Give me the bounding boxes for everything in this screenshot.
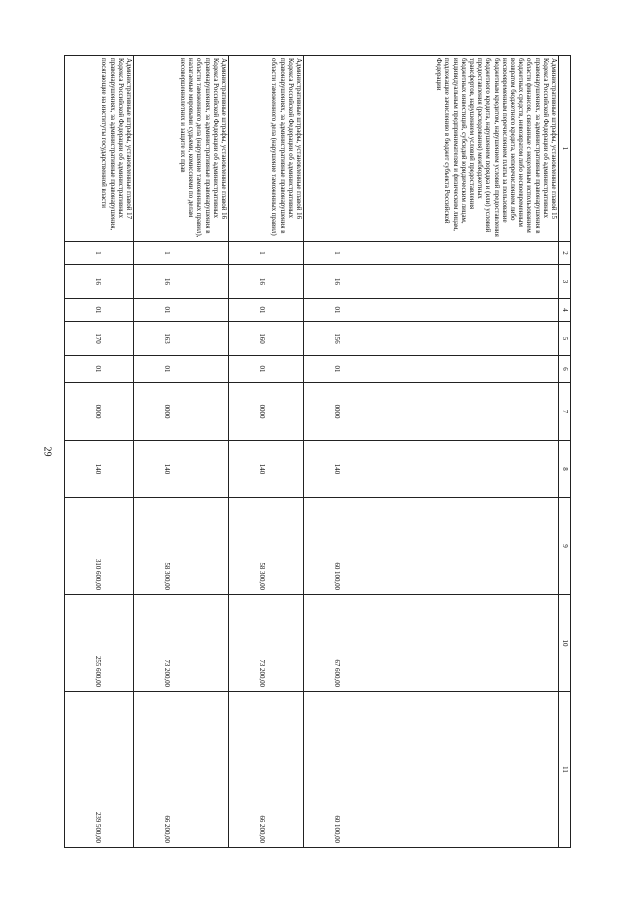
- row-description: Административные штрафы, установленные главой 16 Кодекса Российской Федерации об административных правонарушениях, за административные правонарушения в области таможенного дела (нарушение таможенных правил), налагаемые мировыми судьями, комиссиями по делам несовершеннолетних и защите их прав: [134, 56, 229, 242]
- cell-col7: 0000: [134, 383, 229, 441]
- rotated-table-container: [66, 55, 571, 847]
- cell-col10: 67 600,00: [304, 595, 559, 692]
- cell-col3: 16: [134, 265, 229, 299]
- budget-table: [64, 55, 571, 848]
- column-header: 1: [559, 56, 571, 242]
- cell-col3: 16: [65, 265, 134, 299]
- cell-col5: 160: [229, 322, 304, 356]
- cell-col9: 58 300,00: [229, 498, 304, 595]
- cell-col8: 140: [304, 441, 559, 498]
- cell-col10: 73 200,00: [134, 595, 229, 692]
- cell-col5: 170: [65, 322, 134, 356]
- cell-col5: 163: [134, 322, 229, 356]
- table-row: [229, 56, 304, 848]
- cell-col8: 140: [65, 441, 134, 498]
- column-header: 9: [559, 498, 571, 595]
- cell-col4: 01: [304, 299, 559, 322]
- cell-col9: 310 600,00: [65, 498, 134, 595]
- cell-col8: 140: [229, 441, 304, 498]
- table-row: [304, 56, 559, 848]
- cell-col11: 60 100,00: [304, 692, 559, 848]
- cell-col3: 16: [229, 265, 304, 299]
- column-header: 8: [559, 441, 571, 498]
- row-description: Административные штрафы, установленные главой 16 Кодекса Российской Федерации об административных правонарушениях, за административные правонарушения в области таможенного дела (нарушение таможенных правил): [229, 56, 304, 242]
- cell-col4: 01: [65, 299, 134, 322]
- cell-col5: 156: [304, 322, 559, 356]
- column-header: 3: [559, 265, 571, 299]
- cell-col8: 140: [134, 441, 229, 498]
- cell-col7: 0000: [65, 383, 134, 441]
- column-header: 5: [559, 322, 571, 356]
- cell-col10: 73 200,00: [229, 595, 304, 692]
- cell-col11: 239 500,00: [65, 692, 134, 848]
- header-row: [559, 56, 571, 848]
- cell-col11: 66 200,00: [134, 692, 229, 848]
- cell-col10: 255 600,00: [65, 595, 134, 692]
- cell-col3: 16: [304, 265, 559, 299]
- table-row: [134, 56, 229, 848]
- cell-col2: 1: [304, 242, 559, 265]
- cell-col2: 1: [134, 242, 229, 265]
- cell-col6: 01: [134, 356, 229, 383]
- cell-col11: 66 200,00: [229, 692, 304, 848]
- cell-col6: 01: [229, 356, 304, 383]
- page-number: 29: [41, 446, 53, 457]
- cell-col2: 1: [229, 242, 304, 265]
- column-header: 2: [559, 242, 571, 265]
- column-header: 4: [559, 299, 571, 322]
- column-header: 6: [559, 356, 571, 383]
- cell-col7: 0000: [229, 383, 304, 441]
- table-row: [65, 56, 134, 848]
- cell-col4: 01: [134, 299, 229, 322]
- cell-col4: 01: [229, 299, 304, 322]
- row-description: Административные штрафы, установленные главой 15 Кодекса Российской Федерации об административных правонарушениях, за административные правонарушения в области финансов, связанные с нецелевым использованием бюджетных средств, невозвратом либо несвоевременным возвратом бюджетного кредита, неперечислением либо несвоевременным перечислением платы за пользование бюджетным кредитом, нарушением условий предоставления бюджетного кредита, нарушением порядка и (или) условий предоставления (расходования) межбюджетных трансфертов, нарушением условий предоставления бюджетных инвестиций, субсидий юридическим лицам, индивидуальным предпринимателям и физическим лицам, подлежащие зачислению в бюджет субъекта Российской Федерации: [304, 56, 559, 242]
- column-header: 10: [559, 595, 571, 692]
- column-header: 11: [559, 692, 571, 848]
- cell-col9: 58 300,00: [134, 498, 229, 595]
- cell-col6: 01: [65, 356, 134, 383]
- cell-col2: 1: [65, 242, 134, 265]
- cell-col9: 60 100,00: [304, 498, 559, 595]
- row-description: Административные штрафы, установленные главой 17 Кодекса Российской Федерации об административных правонарушениях, за административные правонарушения, посягающие на институты государственной власти: [65, 56, 134, 242]
- cell-col6: 01: [304, 356, 559, 383]
- column-header: 7: [559, 383, 571, 441]
- cell-col7: 0000: [304, 383, 559, 441]
